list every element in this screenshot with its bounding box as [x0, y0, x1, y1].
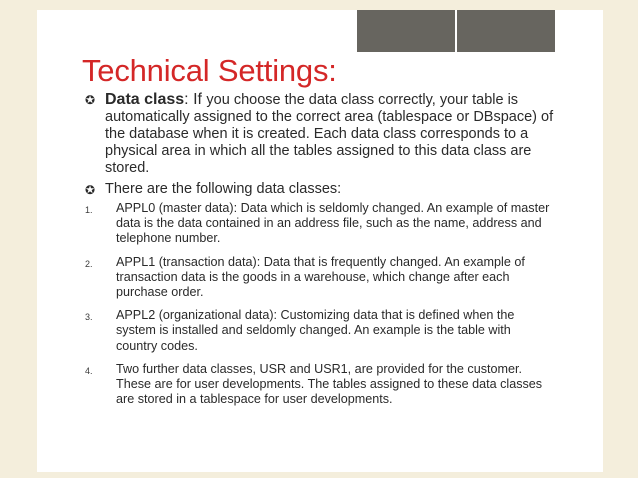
numbered-item-appl0 [85, 201, 555, 247]
item-text: APPL0 (master data): Data which is seldomly changed. An example of master data is the data contained in an address file, such as the name, address and telephone number. [116, 201, 550, 246]
bullet-text: you choose the data class correctly, your table is automatically assigned to the correct area (tablespace or DBspace) of the database when it is created. Each data class corresponds to a physical area in which all the tables assigned to this data class are stored. [105, 92, 554, 176]
bullet-text: There are the following data classes: [105, 181, 342, 197]
accent-bar-left [357, 10, 455, 52]
circle-bullet-icon: ✪ [85, 93, 96, 107]
circle-bullet-icon: ✪ [85, 183, 96, 197]
item-text: APPL1 (transaction data): Data that is frequently changed. An example of transaction data is the goods in a warehouse, which change after each purchase order. [116, 254, 525, 300]
item-number: 3. [85, 312, 93, 323]
slide-title: Technical Settings: [82, 53, 337, 88]
bullet-item-data-class [85, 91, 555, 177]
item-text: APPL2 (organizational data): Customizing data that is defined when the system is installed and seldomly changed. An example is the table with country codes. [116, 308, 515, 353]
accent-bar-right [457, 10, 555, 52]
numbered-list [85, 201, 555, 415]
bullet-term-suffix: : If [184, 91, 207, 108]
item-text: Two further data classes, USR and USR1, are provided for the customer. These are for user developments. The tables assigned to these data classes are stored in a tablespace for user developments. [116, 361, 543, 407]
numbered-item-appl1 [85, 255, 555, 301]
bullet-term: Data class [105, 91, 185, 108]
numbered-item-usr [85, 362, 555, 408]
bullet-list [85, 91, 555, 202]
numbered-item-appl2 [85, 308, 555, 354]
bullet-item-data-classes [85, 181, 555, 198]
item-number: 1. [85, 205, 93, 215]
item-number: 4. [85, 365, 93, 376]
item-number: 2. [85, 258, 93, 269]
